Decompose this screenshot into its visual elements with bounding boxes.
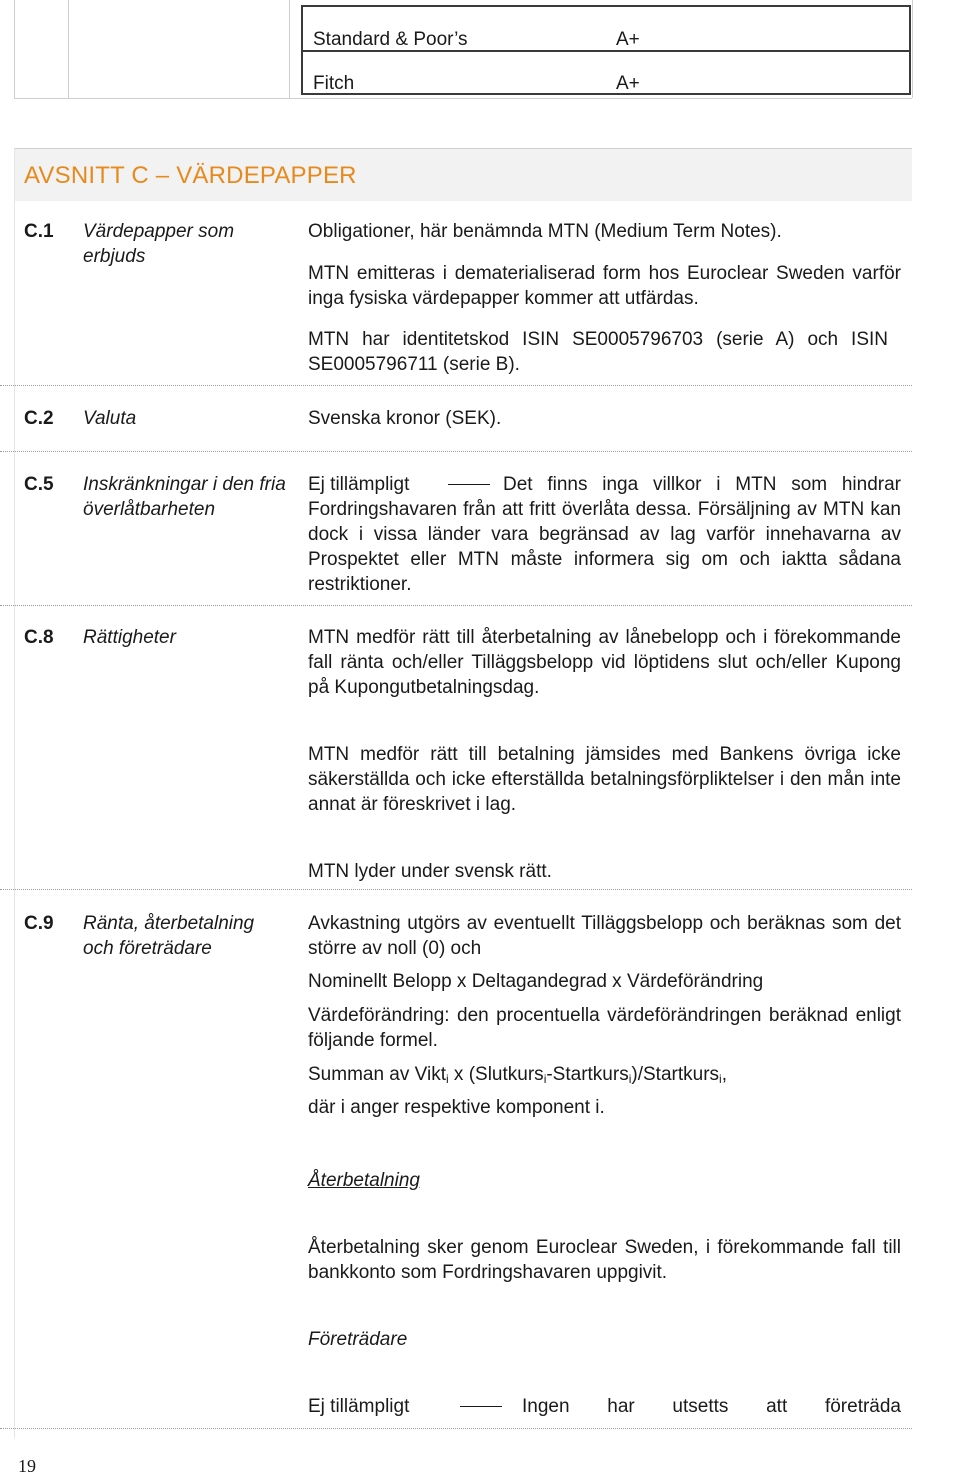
row-text: Nominellt Belopp x Deltagandegrad x Värdeförändring	[308, 971, 764, 992]
rating-value: A+	[616, 73, 640, 94]
formula-subscript: i	[445, 1072, 449, 1086]
subheading: Återbetalning	[308, 1170, 420, 1191]
row-text: Det finns inga villkor i MTN som hindrar	[503, 474, 901, 495]
section-title: AVSNITT C – VÄRDEPAPPER	[24, 162, 357, 189]
row-text: MTN medför rätt till återbetalning av lånebelopp och i förekommande fall ränta och/eller Tilläggsbelopp vid löptidens slut och/eller Kupong på Kupongutbetalningsdag.	[308, 627, 901, 698]
row-text: MTN emitteras i dematerialiserad form hos Euroclear Sweden varför inga fysiska värdepapper kommer att utfärdas.	[308, 263, 901, 309]
subheading: Företrädare	[308, 1329, 408, 1350]
row-text: Ej tillämpligt	[308, 1396, 410, 1417]
row-label: Valuta	[83, 408, 137, 429]
formula-part: x (Slutkurs	[448, 1064, 544, 1085]
formula-subscript: i	[543, 1072, 547, 1086]
row-code: C.5	[24, 474, 54, 495]
row-code: C.9	[24, 913, 54, 934]
row-text-line	[308, 472, 901, 497]
row-text: Svenska kronor (SEK).	[308, 408, 502, 429]
row-text: Ej tillämpligt	[308, 474, 410, 495]
row-code: C.8	[24, 627, 54, 648]
row-label: Värdepapper som erbjuds	[83, 221, 235, 267]
row-code: C.2	[24, 408, 54, 429]
row-label: Ränta, återbetalning och företrädare	[83, 913, 255, 959]
row-divider	[0, 451, 912, 452]
row-text: där i anger respektive komponent i.	[308, 1097, 605, 1118]
formula-part: ,	[721, 1064, 727, 1085]
table-border	[289, 0, 290, 98]
dash-rule	[448, 484, 490, 485]
row-text: Avkastning utgörs av eventuellt Tilläggsbelopp och beräknas som det större av noll (0) och	[308, 913, 901, 959]
dash-rule	[460, 1406, 502, 1407]
table-border	[14, 98, 912, 99]
table-border	[14, 0, 15, 98]
row-text: MTN har identitetskod ISIN SE0005796703 (serie A) och ISIN SE0005796711 (serie B).	[308, 329, 888, 375]
row-text: Återbetalning sker genom Euroclear Sweden, i förekommande fall till bankkonto som Fordringshavaren uppgivit.	[308, 1237, 901, 1283]
formula-part: -Startkurs	[546, 1064, 629, 1085]
formula-subscript: i	[628, 1072, 632, 1086]
page-number: 19	[18, 1456, 36, 1476]
rating-agency: Standard & Poor’s	[313, 29, 468, 50]
formula-part: Summan av Vikt	[308, 1064, 446, 1085]
row-divider	[0, 385, 912, 386]
column-rule	[14, 148, 15, 1438]
row-label: Rättigheter	[83, 627, 176, 648]
formula-subscript: i	[719, 1072, 722, 1086]
formula-part: )/Startkurs	[631, 1064, 720, 1085]
row-text-line	[308, 1394, 901, 1419]
row-text: MTN lyder under svensk rätt.	[308, 861, 552, 882]
row-code: C.1	[24, 221, 54, 242]
formula	[308, 1062, 901, 1087]
row-label: Inskränkningar i den fria överlåtbarheten	[83, 474, 286, 520]
row-divider	[0, 605, 912, 606]
row-divider	[0, 889, 912, 890]
row-divider	[0, 1428, 912, 1429]
row-text: Ingen har utsetts att företräda	[522, 1396, 901, 1417]
row-text: Obligationer, här benämnda MTN (Medium Term Notes).	[308, 221, 782, 242]
table-border	[301, 5, 911, 7]
row-text: Värdeförändring: den procentuella värdeförändringen beräknad enligt följande formel.	[308, 1005, 901, 1051]
row-text: MTN medför rätt till betalning jämsides med Bankens övriga icke säkerställda och icke efterställda betalningsförpliktelser i den mån inte annat är föreskrivet i lag.	[308, 744, 901, 815]
table-border	[68, 0, 69, 98]
rating-value: A+	[616, 29, 640, 50]
table-border	[912, 0, 913, 98]
rating-agency: Fitch	[313, 73, 355, 94]
table-border	[301, 93, 911, 95]
row-text: Fordringshavaren från att fritt överlåta dessa. Försäljning av MTN kan dock i vissa länder vara begränsad av lag varför innehavarna av Prospektet eller MTN måste informera sig om och iaktta sådana restriktioner.	[308, 499, 901, 595]
